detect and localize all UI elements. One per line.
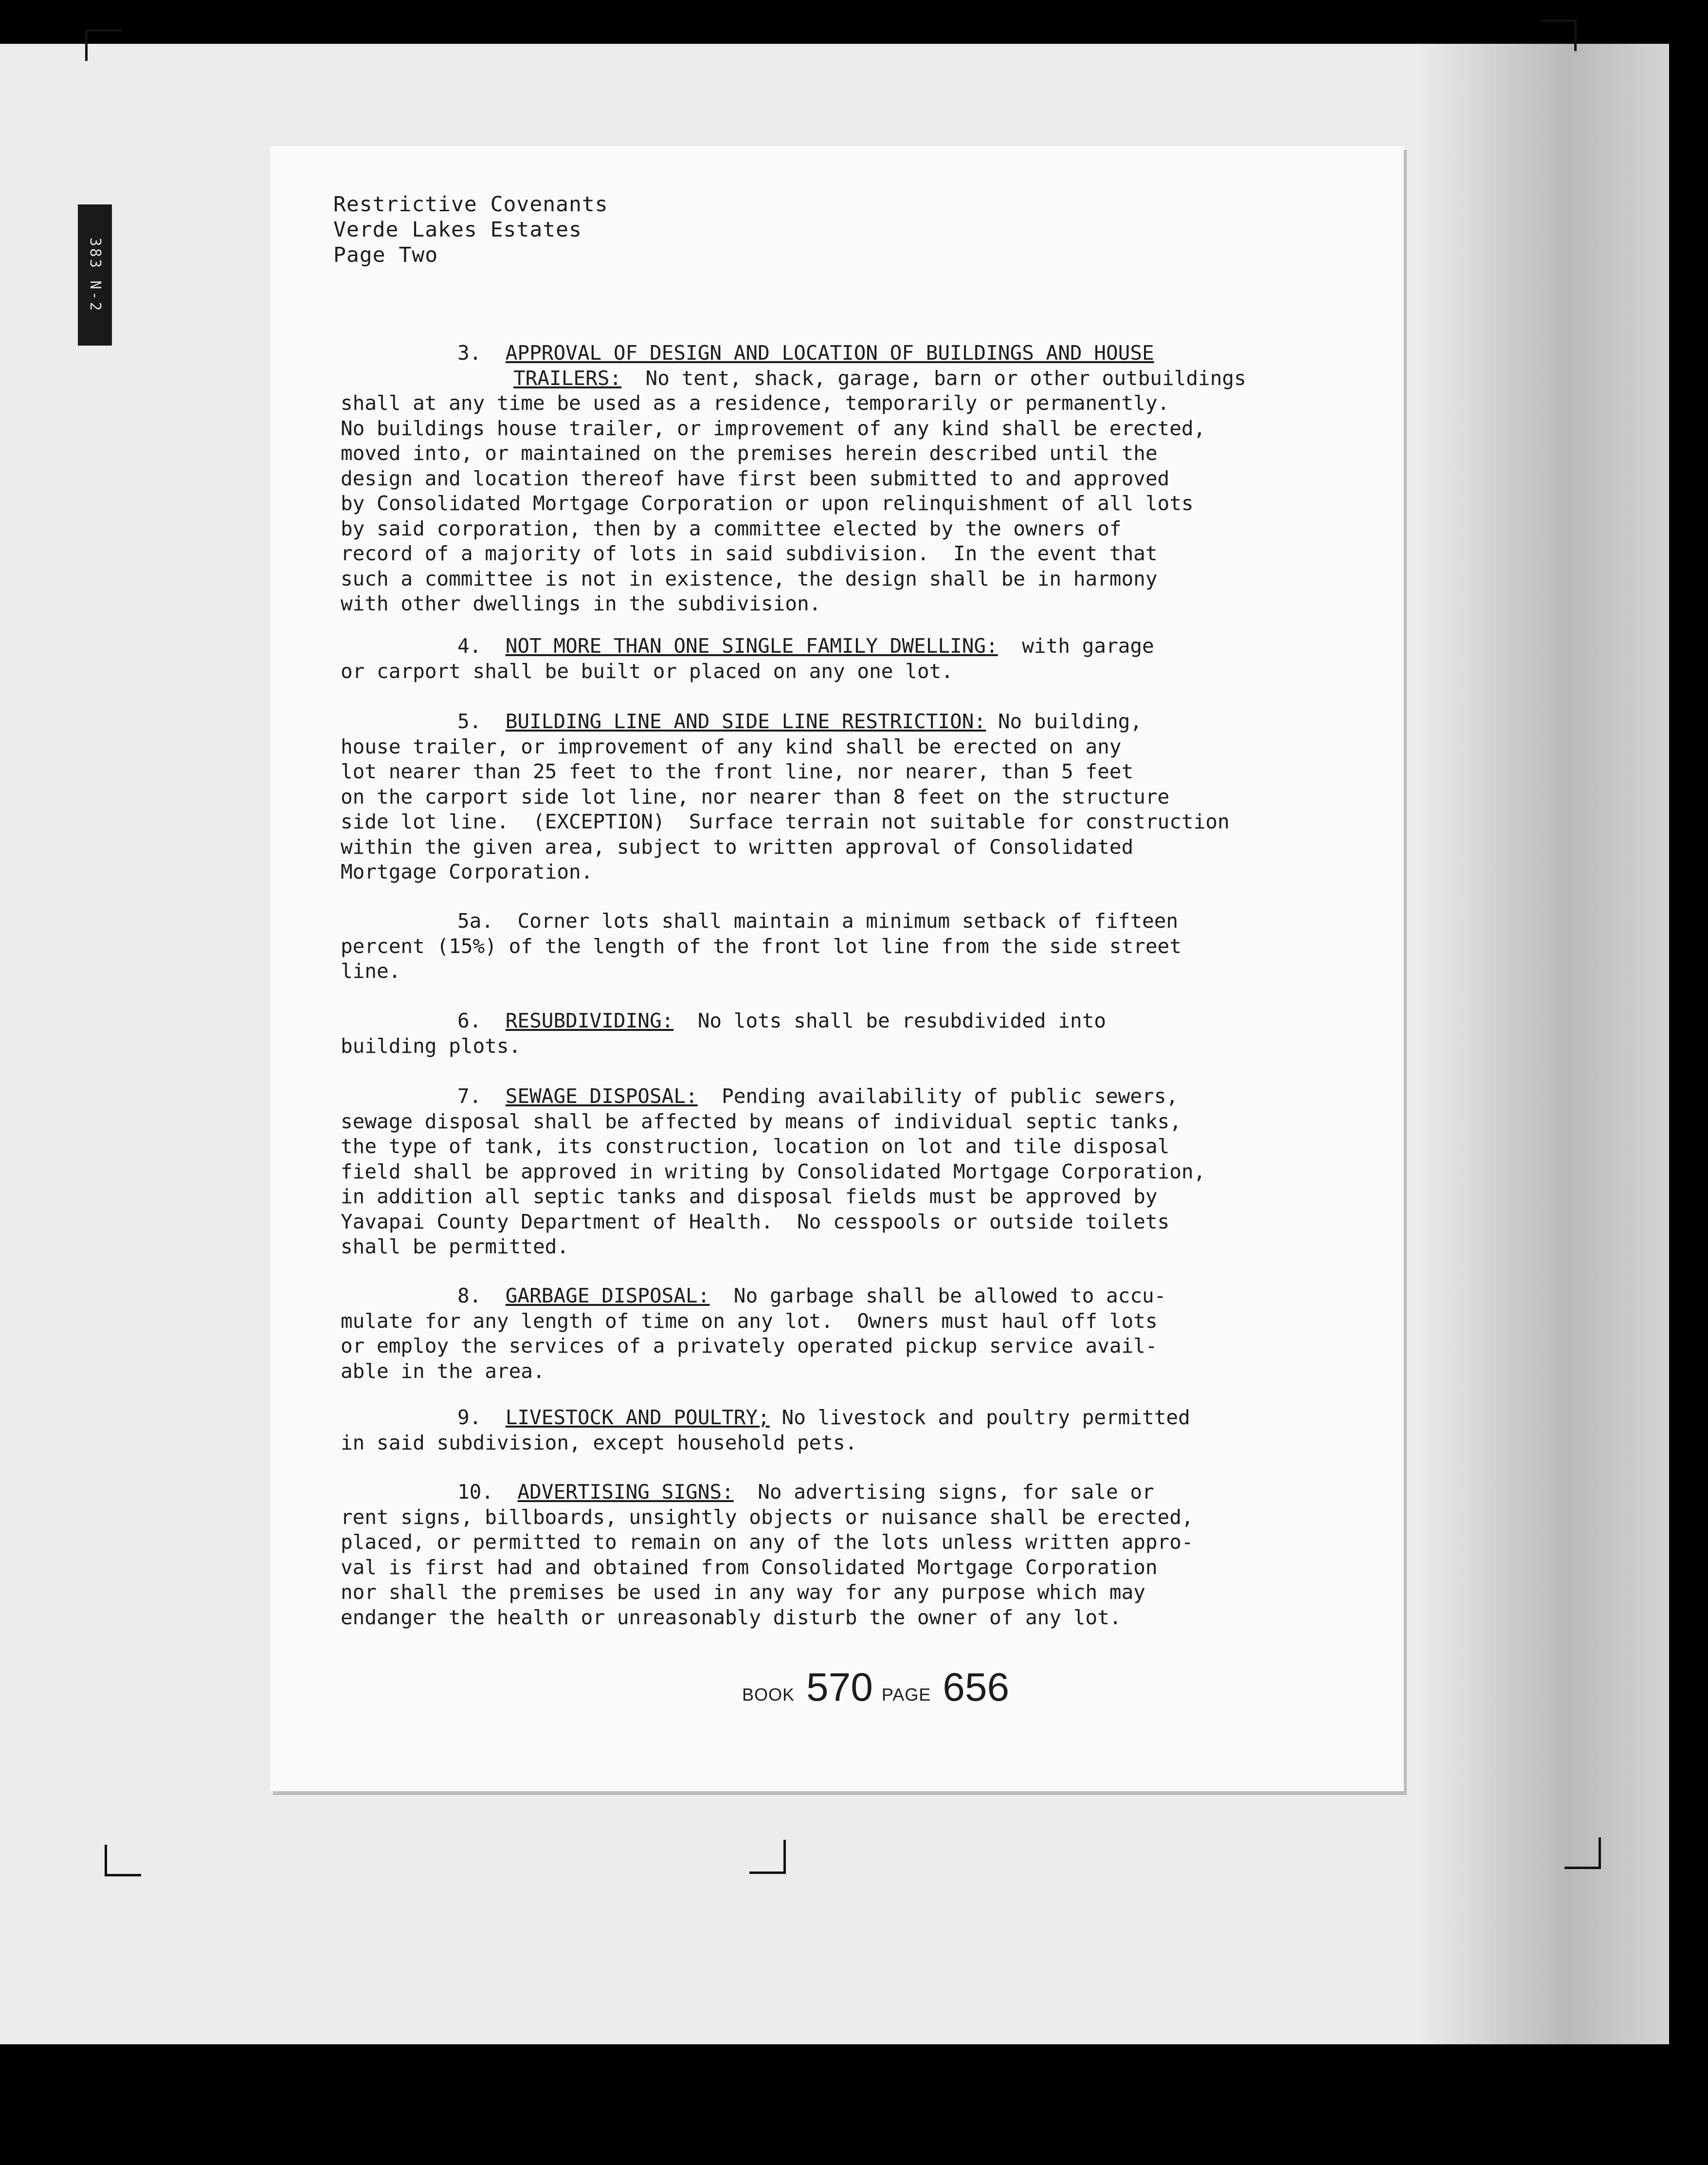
- section-text: No building,: [998, 710, 1143, 733]
- scan-shadow-edge: [1416, 44, 1669, 2044]
- section-text: or carport shall be built or placed on any one lot.: [341, 659, 953, 683]
- section-text: Mortgage Corporation.: [341, 860, 593, 883]
- section-text: val is first had and obtained from Consolidated Mortgage Corporation: [341, 1555, 1158, 1579]
- section-title: RESUBDIVIDING:: [505, 1009, 674, 1032]
- section-text: No advertising signs, for sale or: [758, 1480, 1154, 1504]
- section-number: 5.: [457, 710, 482, 733]
- section-text: mulate for any length of time on any lot. Owners must haul off lots: [341, 1309, 1158, 1333]
- section-text: building plots.: [341, 1034, 521, 1058]
- book-number: 570: [806, 1665, 873, 1709]
- crop-mark-bottom-left: [105, 1845, 141, 1876]
- section-text: endanger the health or unreasonably disturb the owner of any lot.: [341, 1605, 1122, 1629]
- section-title: ADVERTISING SIGNS:: [517, 1480, 734, 1504]
- crop-mark-top-right: [1540, 19, 1577, 51]
- section-9: [341, 1405, 1353, 1455]
- section-number: 4.: [457, 634, 482, 658]
- section-text: design and location thereof have first been submitted to and approved: [341, 466, 1170, 490]
- section-7: [341, 1084, 1353, 1260]
- section-text: in addition all septic tanks and disposal fields must be approved by: [341, 1185, 1158, 1208]
- section-number: 10.: [457, 1480, 494, 1504]
- section-title: LIVESTOCK AND POULTRY;: [505, 1406, 770, 1429]
- section-text: with other dwellings in the subdivision.: [341, 592, 821, 615]
- page-number: 656: [943, 1665, 1010, 1709]
- section-10: [341, 1480, 1353, 1630]
- section-text: sewage disposal shall be affected by means of individual septic tanks,: [341, 1109, 1181, 1133]
- section-text: side lot line. (EXCEPTION) Surface terrain not suitable for construction: [341, 810, 1230, 833]
- section-5a: [341, 909, 1353, 984]
- section-text: No lots shall be resubdivided into: [697, 1009, 1106, 1032]
- section-text: moved into, or maintained on the premises herein described until the: [341, 441, 1158, 465]
- section-title-cont: TRAILERS:: [513, 366, 622, 390]
- section-text: shall at any time be used as a residence, temporarily or permanently.: [341, 391, 1170, 415]
- section-text: Yavapai County Department of Health. No cesspools or outside toilets: [341, 1210, 1170, 1233]
- section-text: field shall be approved in writing by Consolidated Mortgage Corporation,: [341, 1159, 1206, 1183]
- section-text: No buildings house trailer, or improvement of any kind shall be erected,: [341, 416, 1206, 440]
- section-text: Pending availability of public sewers,: [722, 1084, 1179, 1108]
- section-text: the type of tank, its construction, location on lot and tile disposal: [341, 1135, 1170, 1158]
- recording-stamp: [742, 1665, 1018, 1710]
- section-5: [341, 709, 1353, 885]
- section-number: 7.: [457, 1084, 482, 1108]
- section-6: [341, 1009, 1353, 1059]
- side-index-tag: 383 N-2: [78, 204, 112, 346]
- section-text: percent (15%) of the length of the front lot line from the side street: [341, 934, 1181, 958]
- section-text: able in the area.: [341, 1359, 545, 1383]
- header-page: Page Two: [333, 243, 438, 267]
- section-text: Corner lots shall maintain a minimum setback of fifteen: [517, 909, 1179, 933]
- section-text: record of a majority of lots in said subdivision. In the event that: [341, 542, 1158, 565]
- header-subdivision: Verde Lakes Estates: [333, 218, 582, 242]
- section-number: 9.: [457, 1406, 482, 1429]
- section-text: or employ the services of a privately operated pickup service avail-: [341, 1334, 1158, 1358]
- section-text: No tent, shack, garage, barn or other outbuildings: [645, 366, 1246, 390]
- section-text: by said corporation, then by a committee elected by the owners of: [341, 516, 1122, 540]
- crop-mark-bottom-middle: [749, 1840, 786, 1874]
- section-number: 6.: [457, 1009, 482, 1032]
- section-title: BUILDING LINE AND SIDE LINE RESTRICTION:: [505, 710, 986, 733]
- section-text: in said subdivision, except household pets.: [341, 1431, 857, 1454]
- section-text: nor shall the premises be used in any way for any purpose which may: [341, 1580, 1145, 1604]
- section-title: GARBAGE DISPOSAL:: [505, 1284, 710, 1307]
- book-label: BOOK: [742, 1685, 795, 1705]
- section-text: placed, or permitted to remain on any of the lots unless written appro-: [341, 1530, 1194, 1554]
- section-8: [341, 1284, 1353, 1384]
- section-text: No livestock and poultry permitted: [781, 1406, 1190, 1429]
- section-text: No garbage shall be allowed to accu-: [733, 1284, 1166, 1307]
- section-title: NOT MORE THAN ONE SINGLE FAMILY DWELLING:: [505, 634, 998, 658]
- section-number: 5a.: [457, 909, 494, 933]
- crop-mark-top-left: [85, 29, 122, 61]
- section-title: APPROVAL OF DESIGN AND LOCATION OF BUILDINGS AND HOUSE: [505, 341, 1154, 365]
- section-text: house trailer, or improvement of any kind shall be erected on any: [341, 734, 1122, 758]
- section-text: within the given area, subject to written approval of Consolidated: [341, 835, 1134, 859]
- section-number: 3.: [457, 341, 482, 365]
- section-title: SEWAGE DISPOSAL:: [505, 1084, 698, 1108]
- section-text: line.: [341, 959, 401, 983]
- crop-mark-bottom-right: [1564, 1837, 1601, 1869]
- section-text: lot nearer than 25 feet to the front line, nor nearer, than 5 feet: [341, 760, 1134, 783]
- section-text: such a committee is not in existence, the design shall be in harmony: [341, 567, 1158, 590]
- section-text: by Consolidated Mortgage Corporation or upon relinquishment of all lots: [341, 492, 1194, 515]
- page-label: PAGE: [881, 1685, 931, 1705]
- section-text: shall be permitted.: [341, 1235, 569, 1258]
- section-text: on the carport side lot line, nor nearer than 8 feet on the structure: [341, 785, 1170, 808]
- section-3: [341, 341, 1353, 617]
- section-4: [341, 634, 1353, 684]
- section-text: rent signs, billboards, unsightly objects or nuisance shall be erected,: [341, 1505, 1194, 1529]
- header-title: Restrictive Covenants: [333, 192, 608, 217]
- section-text: with garage: [1022, 634, 1154, 658]
- section-number: 8.: [457, 1284, 482, 1307]
